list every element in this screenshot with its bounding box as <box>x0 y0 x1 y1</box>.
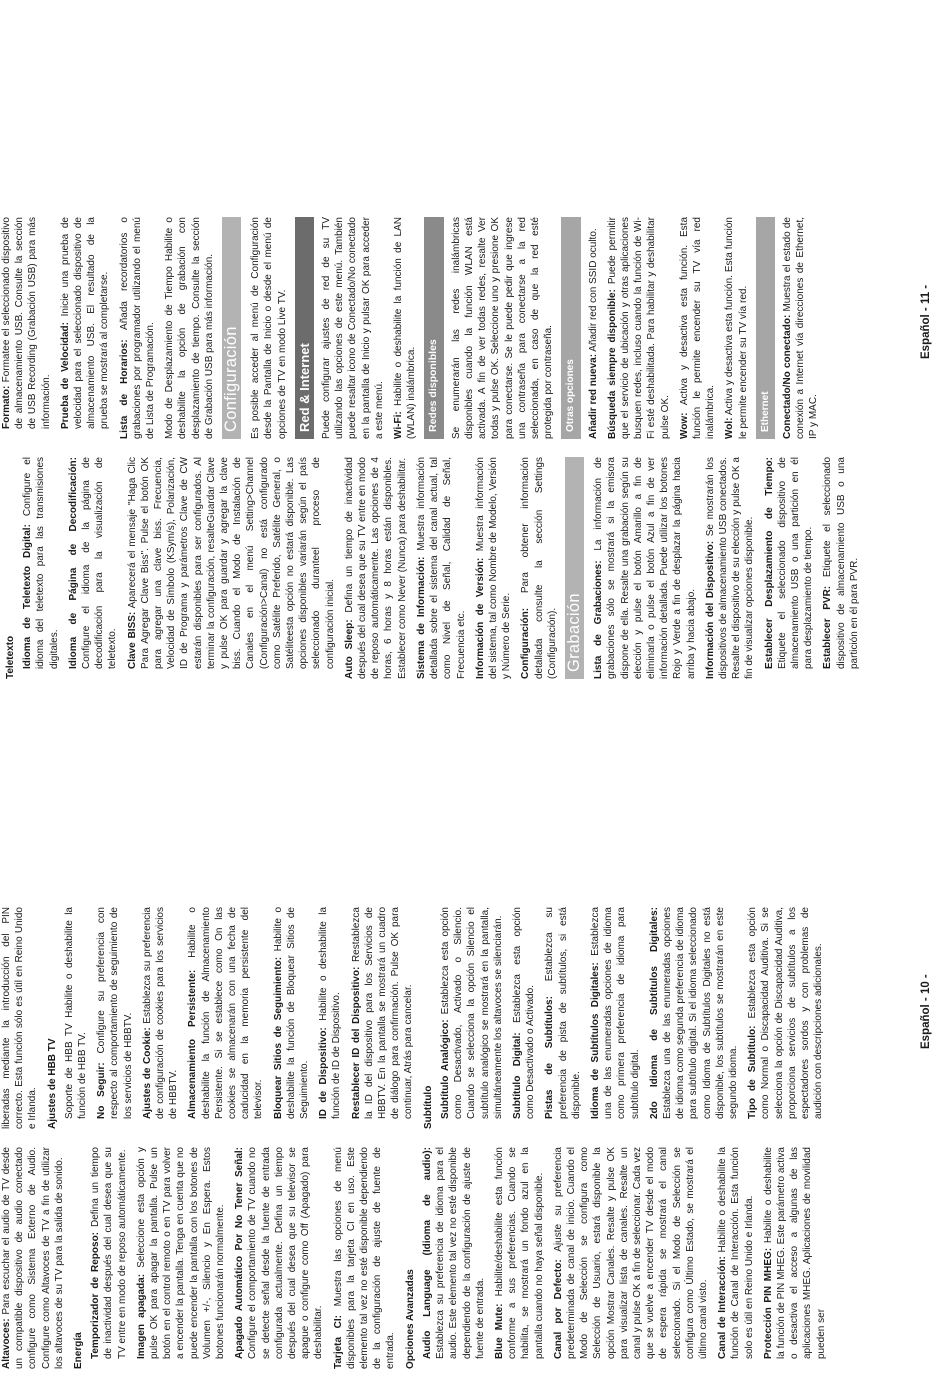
paragraph: Lista de Horarios: Añada recordatorios o grabaciones por programador utilizando el menú de Lista de Programación. <box>118 217 157 439</box>
section-heading: Energía <box>73 1332 85 1369</box>
section-heading: Ajustes de HBB TV <box>46 1038 58 1129</box>
paragraph: Modo de Desplazamiento de Tiempo Habilite o deshabilite la opción de grabación con desplazamiento de tiempo. Consulte la sección de Grabación USB para más información. <box>164 217 215 439</box>
paragraph: Canal de Interacción: Habilite o deshabilite la función de Canal de Interacción. Esta función solo es útil en Reino Unido e Irlanda. <box>717 1146 755 1359</box>
subsection-heading: Ethernet <box>756 217 775 439</box>
page-11-column-2 <box>0 217 827 439</box>
paragraph: Prueba de Velocidad: Inicie una prueba de velocidad para el seleccionado dispositivo de almacenamiento USB. El resultado de la prueba se mostrará al completarse. <box>59 217 111 429</box>
paragraph: Idioma de Página de Decodificación: Configure el idioma de la página de decodificación para la visualización de teletexto. <box>67 457 119 669</box>
paragraph: Wow: Activa y desactiva esta función. Esta función le permite encender su TV vía red inalámbrica. <box>678 217 717 439</box>
page-10 <box>0 689 950 1379</box>
paragraph: Búsqueda siempre disponible: Puede permitir que el servicio de ubicación y otras aplicaciones busquen redes, incluso cuando la función de Wi-Fi esté deshabilitada. Para habilitar y deshabilitar pulse OK. <box>606 217 671 439</box>
page-11-column-1 <box>0 457 867 679</box>
page-10-column-1 <box>0 1147 834 1369</box>
paragraph: Información del Dispositivo: Se mostrarán los dispositivos de almacenamiento USB conectados. Resalte el dispositivo de su elección y pulse OK a fin de visualizar opciones disponible. <box>704 457 756 679</box>
paragraph: Información de Versión: Muestra información del sistema, tal como Nombre de Modelo, Versión y Número de Serie. <box>474 457 513 679</box>
paragraph: Añadir red nueva: Añadir red con SSID oculto. <box>587 228 599 439</box>
page-11 <box>0 0 950 689</box>
paragraph: Tipo de Subtítulo: Establezca esta opción como Normal o Discapacidad Auditiva. Si se selecciona la opción de Discapacidad Auditiva, proporciona servicios de subtítulos a los espectadores sordos y con problemas de audición con descripciones adicionales. <box>747 907 825 1119</box>
paragraph: Protección PIN MHEG: Habilite o deshabilite la función de PIN MHEG. Este parámetro activa o desactiva el acceso a algunas de las aplicaciones MHEG. Aplicaciones de movilidad pueden ser <box>762 1147 827 1359</box>
paragraph: Clave BISS: Aparecerá el mensaje "Haga Clic Para Agregar Clave Biss". Pulse el botón OK para agregar una clave biss. Frecuencia, Velocidad de Símbolo (KSym/s), Polarización, ID de Programa y parámetros Clave de CW estarán disponibles para ser configurados. Al terminar la configuración, resalteGuardar Clave y pulse OK para guardar y agregar la clave biss. Cuando el Modo de Instalación de Canales en el menú Setting>Channel (Configuración>Canal) no está configurado como Satélite Preferido, Satélite General, o Satéliteesta opción no estará disponible. Las opciones disponibles variarán según el país seleccionado duranteel proceso de configuración inicial. <box>126 457 336 669</box>
page-10-footer: Español - 10 - <box>920 974 932 1049</box>
paragraph: Sistema de Información: Muestra información detallada sobre el sistema del canal actual, tal como Nivel de Señal, Calidad de Señal, Frecuencia etc. <box>415 456 467 679</box>
page-10-column-2 <box>0 907 831 1129</box>
paragraph: Idioma de Teletexto Digital: Configure el idioma del teletexto para las transmisiones digitales. <box>22 457 60 669</box>
paragraph: Se enumerarán las redes inalámbricas disponibles cuando la función WLAN está activada. A fin de ver todas redes, resalte Ver todas y pulse OK. Seleccione uno y presione OK para conectarse. Se le puede pedir que ingrese una contraseña para conectarse a la red seleccionada, en caso de que la red esté protegida por contraseña. <box>450 217 555 439</box>
paragraph: Es posible acceder al menú de Configuración desde la Pantalla de Inicio o desde el menú de opciones de TV en modo Live TV. <box>250 217 288 439</box>
paragraph: Soporte de HBB TV Habilite o deshabilite la función de HBB TV. <box>63 907 89 1119</box>
paragraph: Bloquear Sitios de Seguimiento: Habilite o deshabilite la función de Bloquear Sitios de Seguimiento. <box>272 906 311 1119</box>
chapter-heading: Grabación <box>565 457 584 679</box>
paragraph: Wi-Fi: Habilite o deshabilite la función de LAN (WLAN) inalámbrica. <box>393 217 418 439</box>
paragraph: Temporizador de Reposo: Defina un tiempo de inactividad después del cual desea que su TV entre en modo de reposo automáticamente. <box>90 1147 128 1359</box>
paragraph: liberadas mediante la introducción del PIN correcto. Esta función sólo es útil en Reino Unido e Irlanda. <box>1 907 39 1129</box>
paragraph: Ajustes de Cookie: Establezca su preferencia de configuración de cookies para los servicios de HBBTV. <box>141 907 180 1119</box>
paragraph: Idioma de Subtítulos Digitales: Establezca una de las enumeradas opciones de idioma como primera preferencia de idioma para subtítulo digital. <box>589 906 641 1119</box>
chapter-heading: Configuración <box>222 217 241 439</box>
paragraph: Imagen apagada: Seleccione esta opción y pulse OK para apagar la pantalla. Pulse un botón en el control remoto o en TV para volver a encender la pantalla. Tenga en cuenta que no puede encender la pantalla con los botones de Volumen +/-, Silencio y En Espera. Estos botones funcionarán normalmente. <box>135 1147 227 1359</box>
paragraph: Formato: Formatee el seleccionado dispositivo de almacenamiento USB. Consulte la sección de USB Recording (Grabación USB) para más información. <box>1 217 52 429</box>
section-heading: Teletexto <box>5 635 16 679</box>
paragraph: Wol: Activa y desactiva esta función. Esta función le permite encender su TV vía red. <box>724 217 749 439</box>
paragraph: Blue Mute: Habilite/deshabilite esta función conforme a sus preferencias. Cuando se habilita, se mostrará un fondo azul en la pantalla cuando no haya señal disponible. <box>493 1147 545 1359</box>
paragraph: Subtítulo Analógico: Establezca esta opción como Desactivado, Activado o Silencio. Cuando se selecciona la opción Silencio el subtítulo analógico se mostrará en la pantalla, simultáneamente los altavoces se silenciarán. <box>439 907 504 1119</box>
subsection-heading: Otras opciones <box>561 217 580 439</box>
paragraph: Auto Sleep: Defina un tiempo de inactividad después del cual desea que su TV entre en modo de reposo automáticamente. Las opciones de 4 horas, 6 horas y 8 horas están disponibles. Establecer como Never (Nunca) para deshabilitar. <box>343 457 408 679</box>
paragraph: Canal por Defecto: Ajuste su preferencia predeterminada de canal de inicio. Cuando el Modo de Selección se configura como Selección de Usuario, estará disponible la opción Mostrar Canales. Resalte y pulse OK para visualizar lista de canales. Resalte un canal y pulse OK a fin de seleccionar. Cada vez que se vuelve a encender TV desde el modo de espera rápida se mostrará el canal seleccionado. Si el Modo de Selección se configura como Último Estado, se mostrará el último canal visto. <box>552 1147 709 1359</box>
paragraph: Tarjeta CI: Muestra las opciones de menú disponibles para la tarjeta CI en uso. Este elemento tal vez no esté disponible dependiendo de la configuración de ajuste de fuente de entrada. <box>332 1147 397 1369</box>
subsection-heading: Red & Internet <box>295 217 314 439</box>
paragraph: Establecer Desplazamiento de Tiempo: Etiquete el seleccionado dispositivo de almacenamiento USB o una partición en él para desplazamiento de tiempo. <box>763 457 815 669</box>
paragraph: Altavoces: Para escuchar el audio de TV desde un compatible dispositivo de audio conectado configure como Sistema Externo de Audio. Configure como Altavoces de TV a fin de utilizar los altavoces de su TV para la salida de sonido. <box>1 1147 65 1369</box>
paragraph: ID de Dispositivo: Habilite o deshabilite la función de ID de Dispositivo. <box>318 906 343 1119</box>
paragraph: Restablecer ID del Dispositivo: Restablezca la ID del dispositivo para los Servicios de HBBTV. En la pantalla se mostrará un cuadro de diálogo para confirmación. Pulse OK para continuar, Atrás para cancelar. <box>350 907 415 1119</box>
section-heading: Subtítulo <box>422 1085 434 1129</box>
paragraph: Establecer PVR: Etiquete el seleccionado dispositivo de almacenamiento USB o una partición en él para PVR. <box>822 456 860 669</box>
section-heading: Opciones Avanzadas <box>404 1269 416 1369</box>
paragraph: Conectado/No conectado: Muestra el estado de conexión a Internet vía direcciones de Ethernet, IP y MAC. <box>781 217 820 439</box>
paragraph: Configuración: Para obtener información detallada consulte la sección Settings (Configuración). <box>520 457 558 679</box>
paragraph: 2do Idioma de Subtítulos Digitales: Establezca una de las enumeradas opciones de idioma como segunda preferencia de idioma para subtítulo digital. Si el idioma seleccionado como Idioma de Subtítulos Digitales no está disponible, los subtítulos se mostrarán en este segundo idioma. <box>648 907 739 1119</box>
paragraph: Almacenamiento Persistente: Habilite o deshabilite la función de Almacenamiento Persistente. Si se establece como On las cookies se almacenarán con una fecha de caducidad en la memoria persistente del televisor. <box>187 907 265 1119</box>
subsection-heading: Redes disponibles <box>424 217 443 439</box>
paragraph: No Seguir: Configure su preferencia con respecto al comportamiento de seguimiento de los servicios de HBBTV. <box>96 907 134 1119</box>
paragraph: Lista de Grabaciones: La información de grabaciones sólo se mostrará si la emisora dispone de ella. Resalte una grabación según su elección y pulse el botón Amarillo a fin de eliminarla o pulse el botón Azul a fin de ver información detallada. Puede utilizar los botones Rojo y Verde a fin de desplazar la página hacia arriba y hacia abajo. <box>593 457 697 679</box>
paragraph: Subtítulo Digital: Establezca esta opción como Desactivado o Activado. <box>511 907 537 1119</box>
page-11-footer: Español - 11 - <box>920 284 932 359</box>
paragraph: Pistas de Subtítulos: Establezca su preferencia de pista de subtítulos, si está disponible. <box>544 907 582 1119</box>
paragraph: Apagado Automático Por No Tener Señal: Configure el comportamiento de TV cuando no se detecte señal desde la fuente de entrada configurada actualmente. Defina un tiempo después del cual desea que su televisor se apague o configure como Off (Apagado) para deshabilitar. <box>234 1147 325 1359</box>
paragraph: Audio Language (Idioma de audio): Establezca su preferencia de idioma para el audio. Este elemento tal vez no esté disponible dependiendo de la configuración de ajuste de fuente de entrada. <box>421 1147 486 1359</box>
paragraph: Puede configurar ajustes de red de su TV utilizando las opciones de este menú. También puede resaltar icono de Conectado/No conectado en la pantalla de Inicio y pulsar OK para acceder a este menú. <box>321 217 385 439</box>
